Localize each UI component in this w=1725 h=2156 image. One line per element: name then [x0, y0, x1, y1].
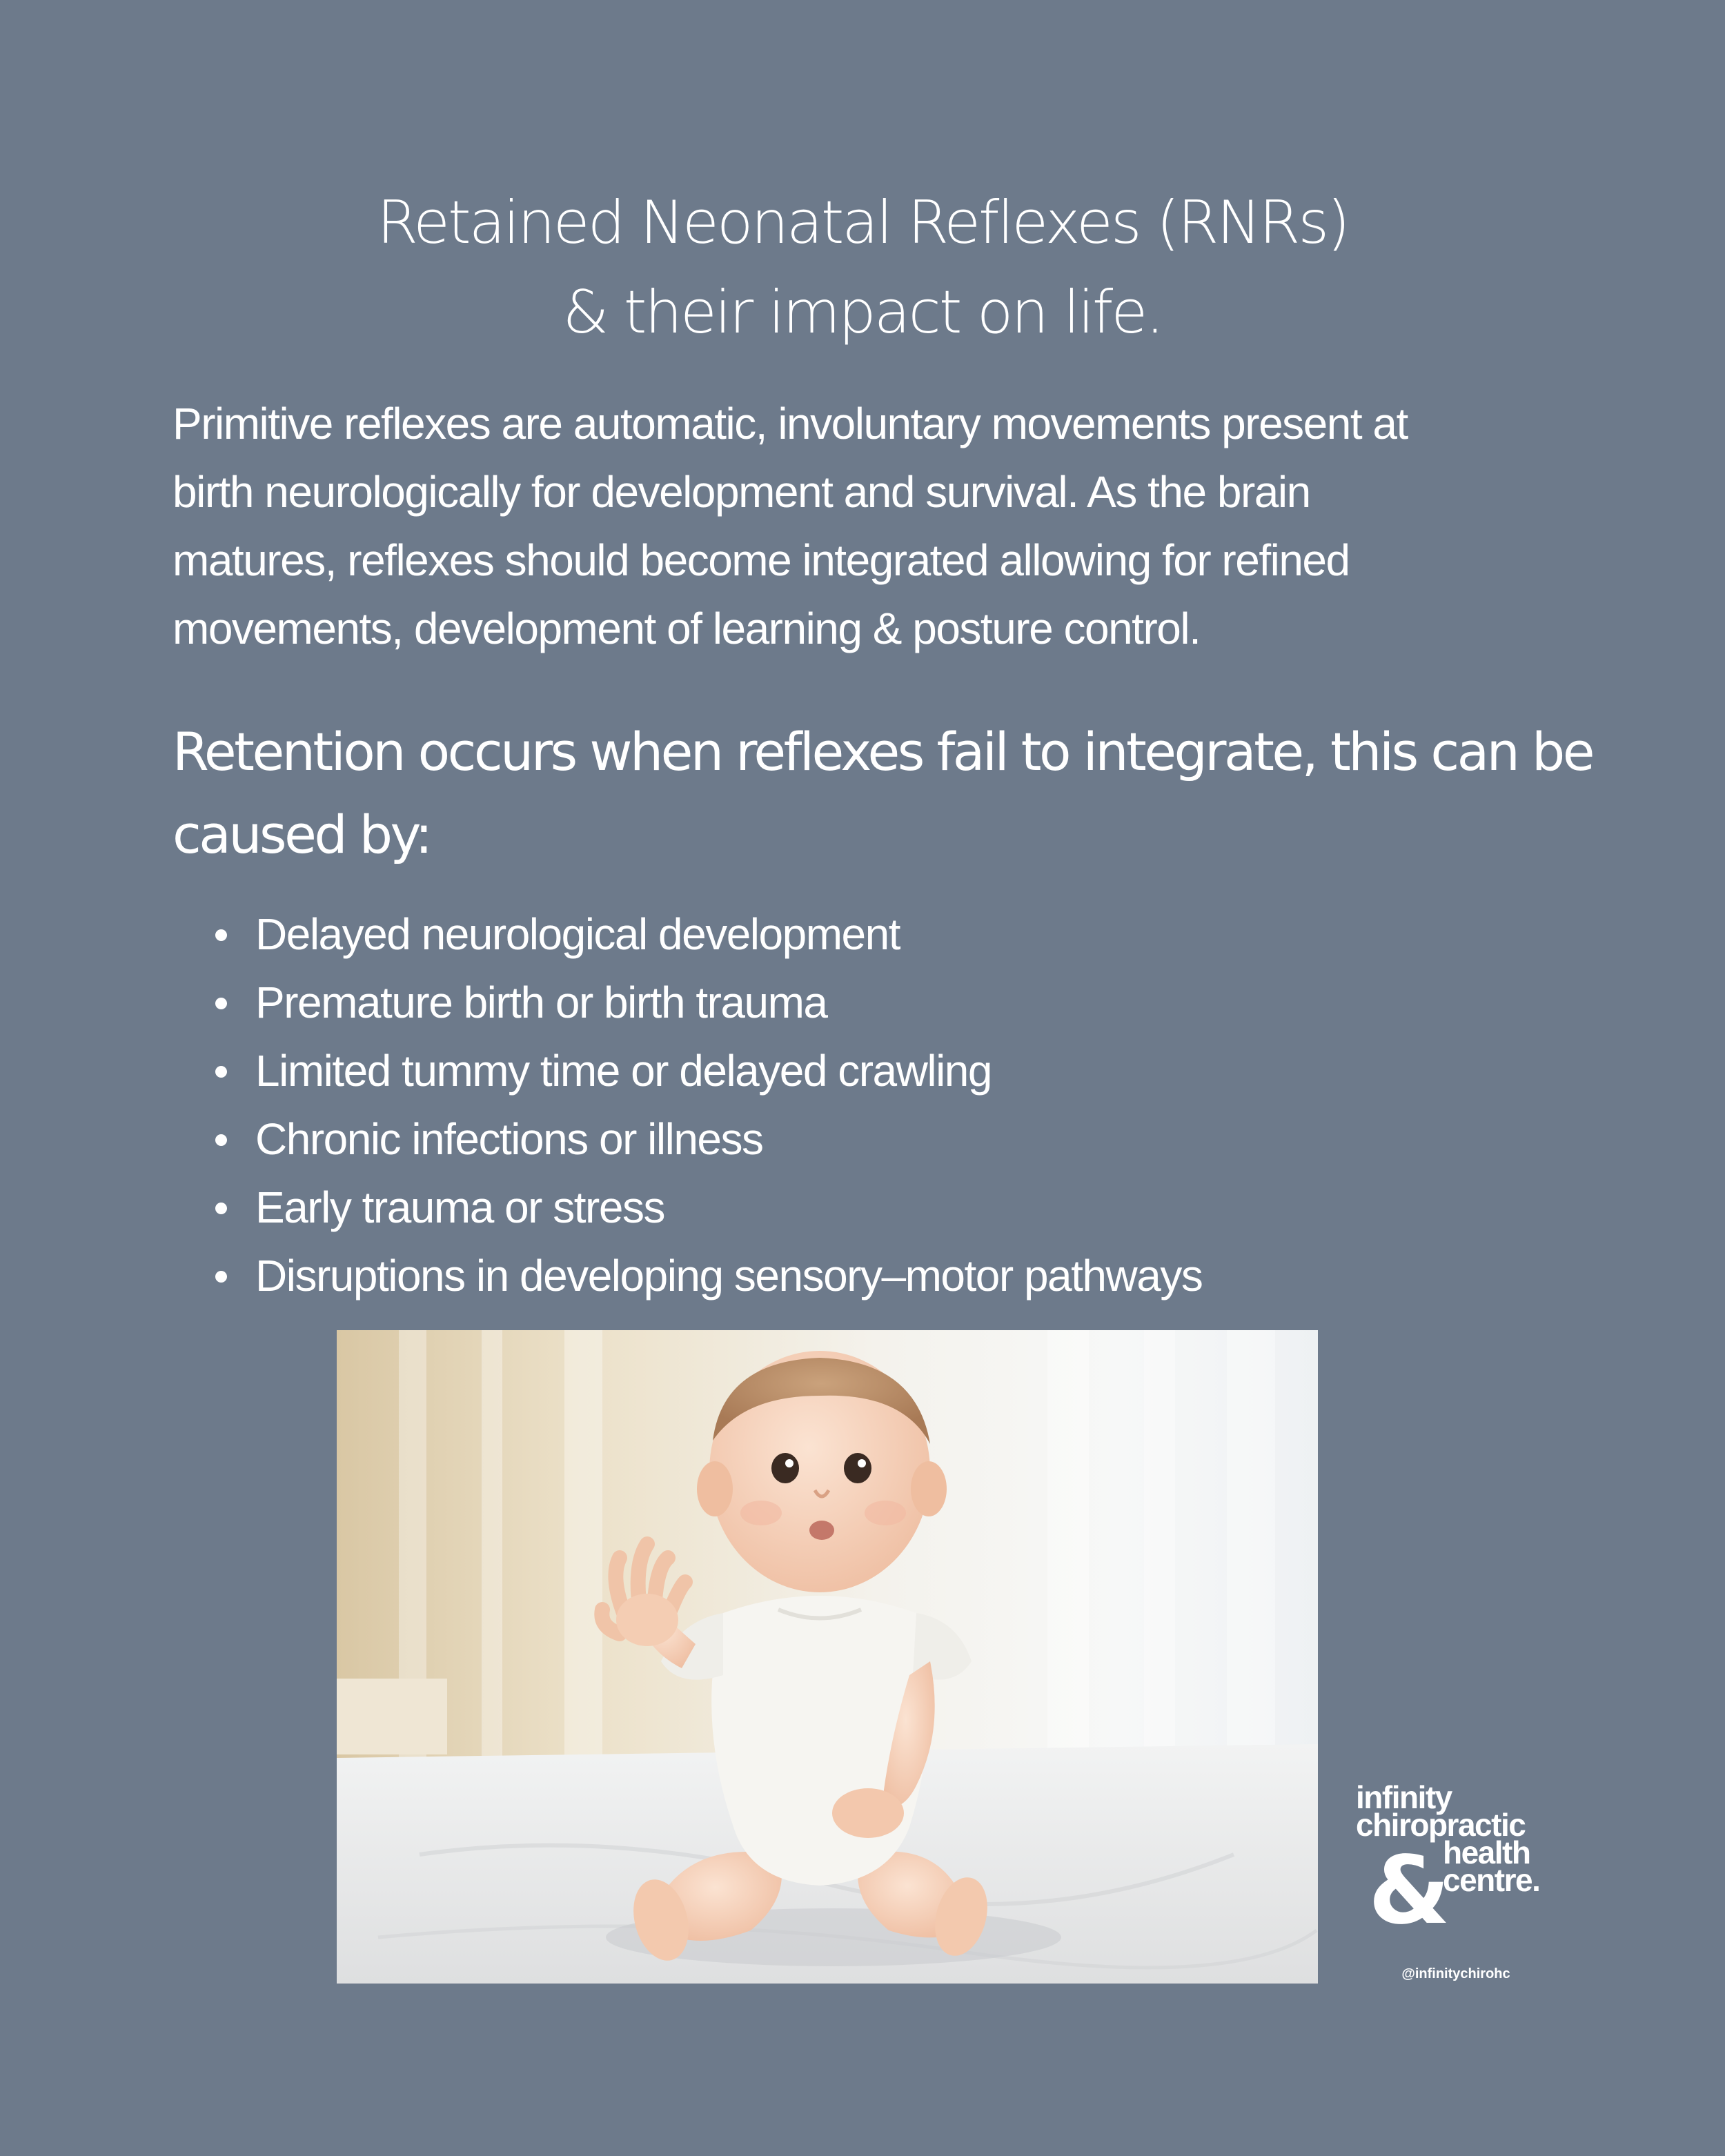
list-item	[172, 1174, 1483, 1242]
retention-heading	[172, 711, 1621, 876]
social-handle: @infinitychirohc	[1401, 1966, 1510, 1981]
brand-line-3: health	[1443, 1834, 1530, 1870]
bullet-icon	[215, 929, 227, 941]
list-item-label: Premature birth or birth trauma	[255, 978, 827, 1027]
brand-logo	[1356, 1779, 1577, 1946]
brand-line-2: chiropractic	[1356, 1807, 1526, 1843]
bullet-icon	[215, 1134, 227, 1146]
list-item	[172, 900, 1483, 969]
baby-photo	[337, 1330, 1318, 1984]
bullet-icon	[215, 998, 227, 1009]
ampersand-icon: &	[1368, 1837, 1450, 1946]
causes-list	[172, 900, 1483, 1310]
list-item	[172, 1037, 1483, 1105]
list-item-label: Chronic infections or illness	[255, 1114, 763, 1164]
bullet-icon	[215, 1271, 227, 1283]
intro-paragraph	[172, 390, 1587, 663]
bullet-icon	[215, 1203, 227, 1214]
title-line-1: Retained Neonatal Reflexes (RNRs)	[377, 188, 1348, 257]
list-item-label: Delayed neurological development	[255, 909, 900, 959]
retention-line: Retention occurs when reflexes fail to integrate, this can be	[172, 721, 1593, 782]
bullet-icon	[215, 1066, 227, 1078]
intro-line: birth neurologically for development and survival. As the brain	[172, 467, 1310, 517]
list-item	[172, 1242, 1483, 1310]
page-title	[0, 178, 1725, 357]
baby-illustration	[337, 1330, 1318, 1984]
intro-line: matures, reflexes should become integrated allowing for refined	[172, 535, 1350, 585]
list-item	[172, 1105, 1483, 1174]
list-item	[172, 969, 1483, 1037]
brand-line-1: infinity	[1356, 1779, 1452, 1815]
retention-line: caused by:	[172, 804, 431, 865]
list-item-label: Limited tummy time or delayed crawling	[255, 1046, 992, 1096]
list-item-label: Disruptions in developing sensory–motor pathways	[255, 1251, 1203, 1300]
intro-line: Primitive reflexes are automatic, involuntary movements present at	[172, 399, 1408, 448]
brand-line-4: centre.	[1443, 1862, 1540, 1898]
list-item-label: Early trauma or stress	[255, 1183, 664, 1232]
intro-line: movements, development of learning & posture control.	[172, 604, 1201, 653]
title-line-2: & their impact on life.	[562, 278, 1163, 347]
